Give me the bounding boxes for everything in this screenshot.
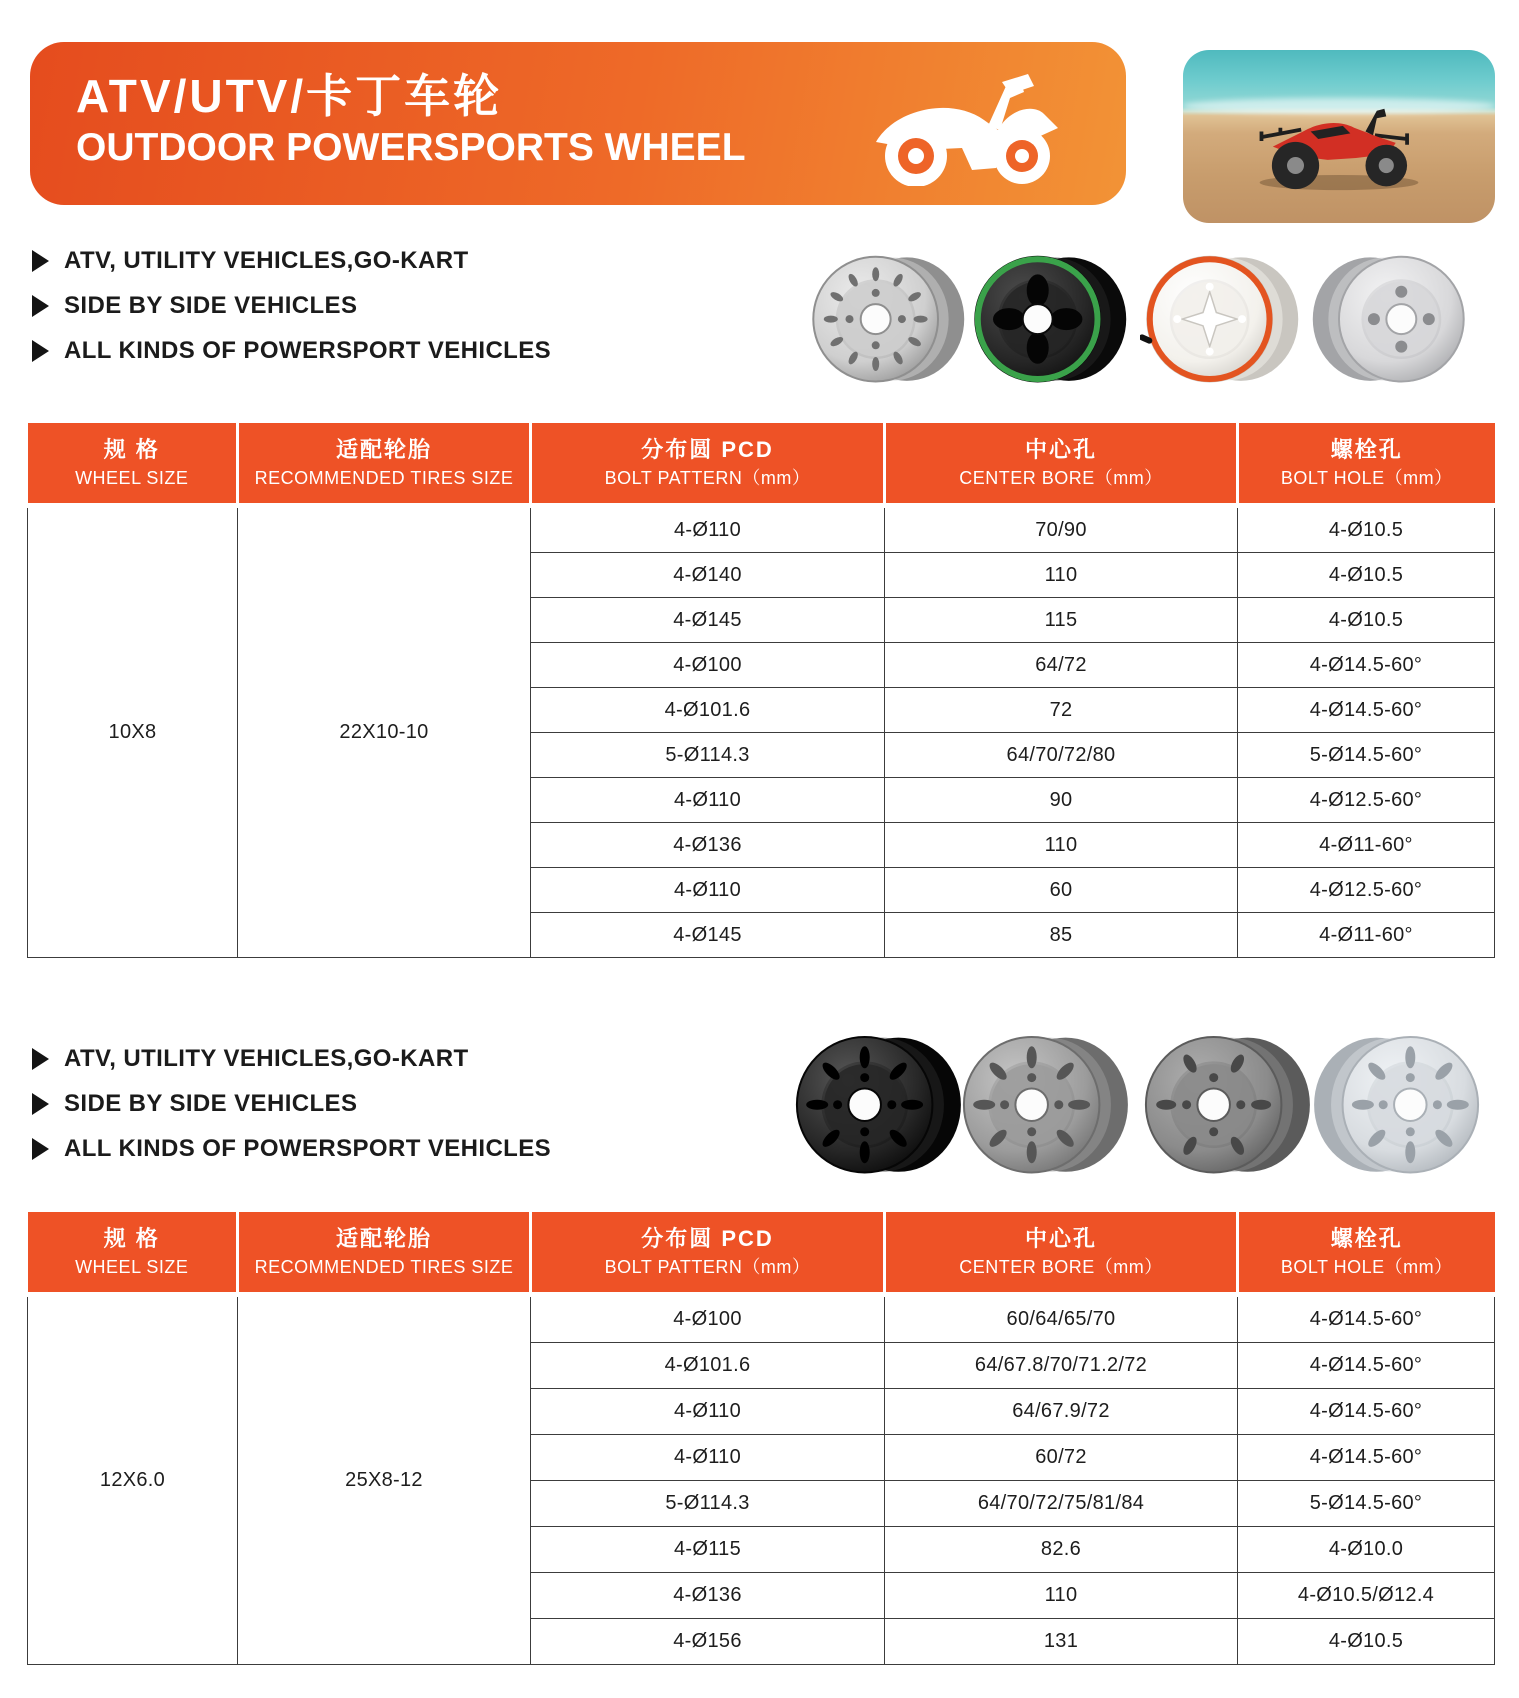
wheel-images-bottom bbox=[786, 1022, 1496, 1202]
bolt-pattern-cell: 4-Ø136 bbox=[531, 823, 885, 868]
triangle-bullet-icon bbox=[32, 1093, 49, 1115]
center-bore-cell: 64/70/72/75/81/84 bbox=[885, 1481, 1238, 1527]
bolt-hole-cell: 4-Ø10.5 bbox=[1238, 553, 1495, 598]
bolt-hole-cell: 4-Ø14.5-60° bbox=[1238, 1389, 1495, 1435]
bolt-hole-cell: 4-Ø12.5-60° bbox=[1238, 868, 1495, 913]
wheel-size-cell: 10X8 bbox=[28, 506, 238, 958]
table-header bbox=[28, 1212, 1495, 1295]
bolt-hole-cell: 4-Ø10.5/Ø12.4 bbox=[1238, 1573, 1495, 1619]
center-bore-cell: 64/67.9/72 bbox=[885, 1389, 1238, 1435]
black-alloy-wheel-green-rim-image bbox=[968, 243, 1130, 395]
feature-label: ATV, UTILITY VEHICLES,GO-KART bbox=[64, 247, 469, 274]
feature-list-top bbox=[32, 246, 551, 381]
center-bore-cell: 131 bbox=[885, 1619, 1238, 1665]
center-bore-cell: 90 bbox=[885, 778, 1238, 823]
center-bore-cell: 115 bbox=[885, 598, 1238, 643]
white-alloy-wheel-red-rim-image bbox=[1140, 243, 1302, 395]
bolt-hole-cell: 5-Ø14.5-60° bbox=[1238, 1481, 1495, 1527]
col-header-bolt-pattern: 分布圆 PCD BOLT PATTERN（mm） bbox=[531, 1212, 885, 1295]
atv-quad-icon bbox=[868, 68, 1068, 191]
feature-label: ATV, UTILITY VEHICLES,GO-KART bbox=[64, 1045, 469, 1072]
bolt-pattern-cell: 4-Ø101.6 bbox=[531, 1343, 885, 1389]
bolt-hole-cell: 4-Ø11-60° bbox=[1238, 823, 1495, 868]
feature-label: ALL KINDS OF POWERSPORT VEHICLES bbox=[64, 1135, 552, 1162]
light-gray-steel-wheel-image bbox=[1310, 1022, 1486, 1187]
bolt-pattern-cell: 4-Ø110 bbox=[531, 1389, 885, 1435]
col-header-center-bore: 中心孔 CENTER BORE（mm） bbox=[885, 423, 1238, 506]
bolt-hole-cell: 4-Ø12.5-60° bbox=[1238, 778, 1495, 823]
bolt-pattern-cell: 4-Ø110 bbox=[531, 506, 885, 553]
feature-item bbox=[32, 291, 551, 321]
spec-row bbox=[28, 506, 1495, 553]
feature-label: SIDE BY SIDE VEHICLES bbox=[64, 1090, 358, 1117]
table-header bbox=[28, 423, 1495, 506]
bolt-hole-cell: 4-Ø10.5 bbox=[1238, 598, 1495, 643]
bolt-hole-cell: 4-Ø10.0 bbox=[1238, 1527, 1495, 1573]
center-bore-cell: 72 bbox=[885, 688, 1238, 733]
center-bore-cell: 60/64/65/70 bbox=[885, 1295, 1238, 1343]
page-title-cn: ATV/UTV/卡丁车轮 bbox=[76, 70, 503, 122]
feature-item bbox=[32, 1089, 551, 1119]
triangle-bullet-icon bbox=[32, 1138, 49, 1160]
bolt-pattern-cell: 4-Ø140 bbox=[531, 553, 885, 598]
gray-steel-wheel-image bbox=[956, 1022, 1132, 1187]
col-header-center-bore: 中心孔 CENTER BORE（mm） bbox=[885, 1212, 1238, 1295]
spec-table-12x6 bbox=[27, 1212, 1495, 1665]
banner-text bbox=[76, 70, 746, 170]
col-header-tires-size: 适配轮胎 RECOMMENDED TIRES SIZE bbox=[238, 1212, 531, 1295]
wheel-size-cell: 12X6.0 bbox=[28, 1295, 238, 1665]
silver-vented-alloy-wheel-image bbox=[806, 243, 968, 395]
center-bore-cell: 60 bbox=[885, 868, 1238, 913]
bolt-hole-cell: 4-Ø11-60° bbox=[1238, 913, 1495, 958]
tires-size-cell: 22X10-10 bbox=[238, 506, 531, 958]
bolt-pattern-cell: 4-Ø145 bbox=[531, 598, 885, 643]
bolt-hole-cell: 4-Ø14.5-60° bbox=[1238, 643, 1495, 688]
spec-row bbox=[28, 1295, 1495, 1343]
bolt-hole-cell: 4-Ø10.5 bbox=[1238, 1619, 1495, 1665]
bolt-pattern-cell: 4-Ø110 bbox=[531, 778, 885, 823]
tires-size-cell: 25X8-12 bbox=[238, 1295, 531, 1665]
bolt-pattern-cell: 4-Ø100 bbox=[531, 643, 885, 688]
spec-table-10x8 bbox=[27, 423, 1495, 958]
feature-item bbox=[32, 246, 551, 276]
wheel-images-top bbox=[800, 243, 1500, 398]
bolt-hole-cell: 5-Ø14.5-60° bbox=[1238, 733, 1495, 778]
bolt-hole-cell: 4-Ø10.5 bbox=[1238, 506, 1495, 553]
feature-label: SIDE BY SIDE VEHICLES bbox=[64, 292, 358, 319]
header-banner bbox=[30, 42, 1126, 205]
triangle-bullet-icon bbox=[32, 295, 49, 317]
center-bore-cell: 64/72 bbox=[885, 643, 1238, 688]
bolt-pattern-cell: 5-Ø114.3 bbox=[531, 1481, 885, 1527]
center-bore-cell: 110 bbox=[885, 553, 1238, 598]
dark-gray-steel-wheel-image bbox=[1138, 1022, 1314, 1187]
bolt-hole-cell: 4-Ø14.5-60° bbox=[1238, 1343, 1495, 1389]
center-bore-cell: 60/72 bbox=[885, 1435, 1238, 1481]
bolt-hole-cell: 4-Ø14.5-60° bbox=[1238, 1295, 1495, 1343]
center-bore-cell: 64/70/72/80 bbox=[885, 733, 1238, 778]
center-bore-cell: 82.6 bbox=[885, 1527, 1238, 1573]
center-bore-cell: 64/67.8/70/71.2/72 bbox=[885, 1343, 1238, 1389]
triangle-bullet-icon bbox=[32, 340, 49, 362]
bolt-pattern-cell: 4-Ø110 bbox=[531, 868, 885, 913]
page-title-en: OUTDOOR POWERSPORTS WHEEL bbox=[76, 125, 746, 169]
atv-vehicle-illustration bbox=[1244, 88, 1434, 192]
feature-label: ALL KINDS OF POWERSPORT VEHICLES bbox=[64, 337, 552, 364]
bolt-pattern-cell: 4-Ø136 bbox=[531, 1573, 885, 1619]
bolt-pattern-cell: 4-Ø110 bbox=[531, 1435, 885, 1481]
center-bore-cell: 85 bbox=[885, 913, 1238, 958]
feature-item bbox=[32, 1044, 551, 1074]
col-header-bolt-pattern: 分布圆 PCD BOLT PATTERN（mm） bbox=[531, 423, 885, 506]
feature-list-bottom bbox=[32, 1044, 551, 1179]
triangle-bullet-icon bbox=[32, 250, 49, 272]
bolt-hole-cell: 4-Ø14.5-60° bbox=[1238, 1435, 1495, 1481]
center-bore-cell: 70/90 bbox=[885, 506, 1238, 553]
bolt-pattern-cell: 5-Ø114.3 bbox=[531, 733, 885, 778]
bolt-pattern-cell: 4-Ø156 bbox=[531, 1619, 885, 1665]
center-bore-cell: 110 bbox=[885, 823, 1238, 868]
col-header-bolt-hole: 螺栓孔 BOLT HOLE（mm） bbox=[1238, 423, 1495, 506]
feature-item bbox=[32, 336, 551, 366]
black-steel-wheel-image bbox=[789, 1022, 965, 1187]
col-header-bolt-hole: 螺栓孔 BOLT HOLE（mm） bbox=[1238, 1212, 1495, 1295]
bolt-pattern-cell: 4-Ø145 bbox=[531, 913, 885, 958]
silver-steel-wheel-4bolt-image bbox=[1309, 243, 1471, 395]
col-header-wheel-size: 规 格 WHEEL SIZE bbox=[28, 423, 238, 506]
feature-item bbox=[32, 1134, 551, 1164]
atv-beach-photo bbox=[1183, 50, 1495, 223]
center-bore-cell: 110 bbox=[885, 1573, 1238, 1619]
bolt-pattern-cell: 4-Ø100 bbox=[531, 1295, 885, 1343]
col-header-tires-size: 适配轮胎 RECOMMENDED TIRES SIZE bbox=[238, 423, 531, 506]
col-header-wheel-size: 规 格 WHEEL SIZE bbox=[28, 1212, 238, 1295]
bolt-pattern-cell: 4-Ø115 bbox=[531, 1527, 885, 1573]
bolt-hole-cell: 4-Ø14.5-60° bbox=[1238, 688, 1495, 733]
bolt-pattern-cell: 4-Ø101.6 bbox=[531, 688, 885, 733]
triangle-bullet-icon bbox=[32, 1048, 49, 1070]
